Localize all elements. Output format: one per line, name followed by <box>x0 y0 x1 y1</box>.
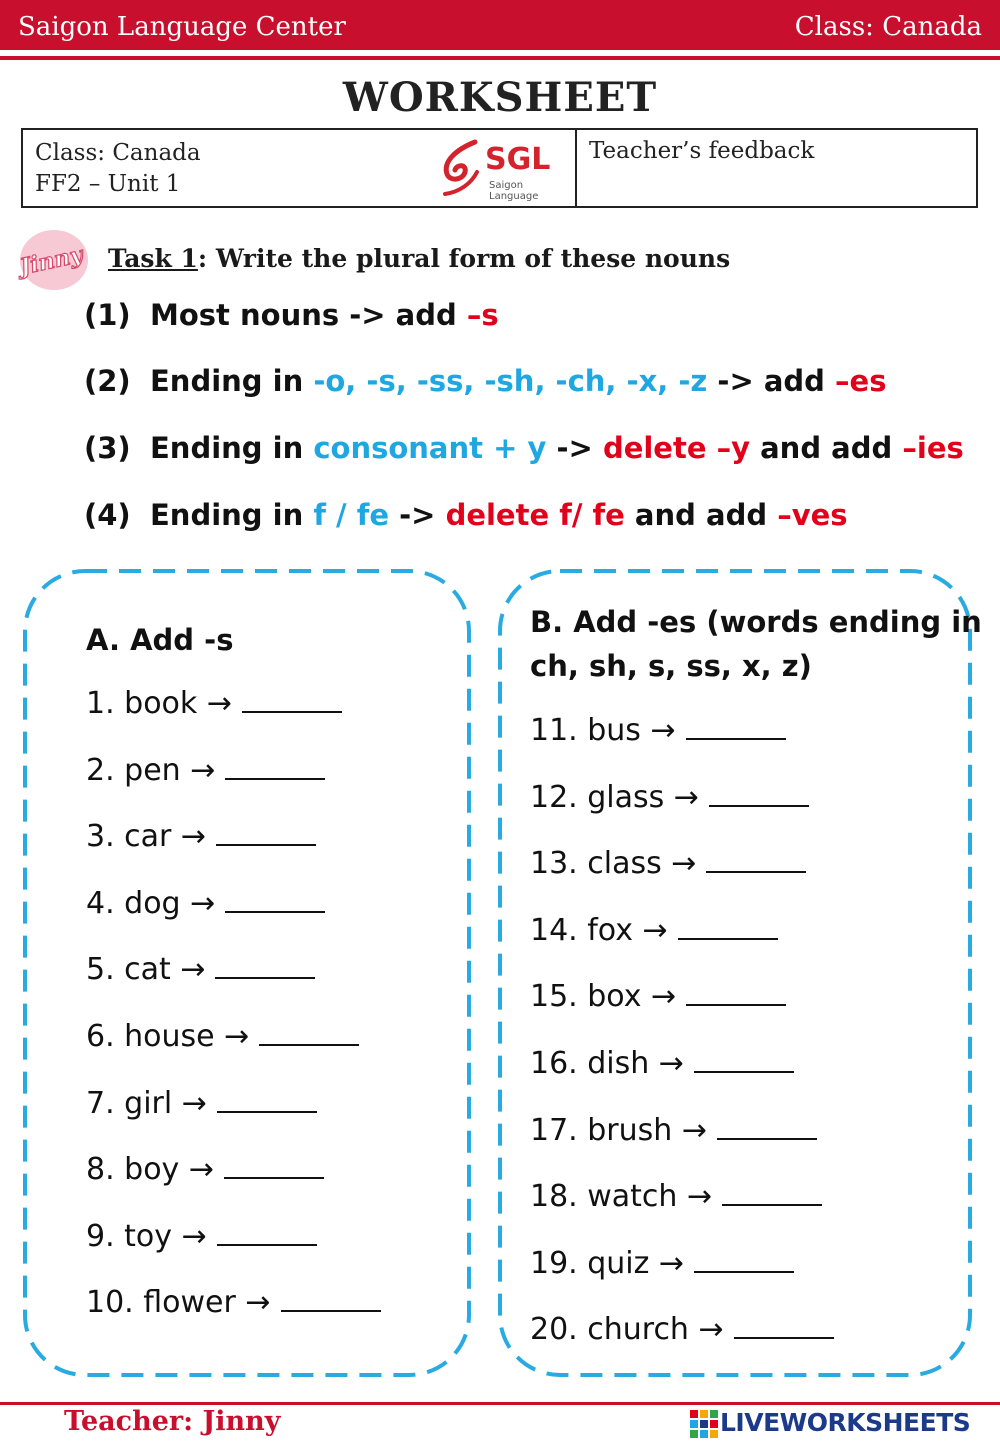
word-prompt: 19. quiz → <box>530 1245 685 1281</box>
logo-text: SGL <box>485 142 551 177</box>
word-prompt: 13. class → <box>530 846 697 882</box>
rule-number: (4) <box>84 498 131 532</box>
unit-line: FF2 – Unit 1 <box>35 171 181 197</box>
answer-blank[interactable] <box>242 687 342 713</box>
header-divider <box>0 56 1000 60</box>
rule-2: (2) Ending in -o, -s, -ss, -sh, -ch, -x, -z -> add –es <box>84 364 887 398</box>
header-class: Class: Canada <box>794 12 982 42</box>
info-table <box>21 128 978 208</box>
answer-blank[interactable] <box>734 1313 834 1339</box>
word-prompt: 10. flower → <box>86 1285 271 1321</box>
header-bar <box>0 0 1000 50</box>
answer-blank[interactable] <box>281 1286 381 1312</box>
footer-divider <box>0 1402 1000 1405</box>
table-divider <box>575 130 577 206</box>
teacher-name: Teacher: Jinny <box>64 1406 281 1437</box>
rule-number: (3) <box>84 431 131 465</box>
sgl-swoosh-icon <box>435 136 485 200</box>
word-prompt: 9. toy → <box>86 1218 207 1254</box>
answer-blank[interactable] <box>686 980 786 1006</box>
feedback-label: Teacher’s feedback <box>589 138 815 164</box>
page-title: WORKSHEET <box>342 74 658 121</box>
answer-blank[interactable] <box>217 1220 317 1246</box>
answer-blank[interactable] <box>686 714 786 740</box>
answer-blank[interactable] <box>217 1087 317 1113</box>
answer-blank[interactable] <box>259 1020 359 1046</box>
class-info <box>35 138 201 200</box>
answer-blank[interactable] <box>216 820 316 846</box>
word-prompt: 6. house → <box>86 1019 250 1054</box>
liveworksheets-logo[interactable] <box>690 1406 990 1440</box>
exercise-item <box>530 1113 817 1148</box>
sgl-logo <box>435 136 569 200</box>
word-prompt: 7. girl → <box>86 1085 207 1121</box>
exercise-item <box>86 1285 381 1320</box>
section-b-heading: B. Add -es (words ending in ch, sh, s, ss, x, z) <box>530 605 982 683</box>
word-prompt: 17. brush → <box>530 1112 707 1148</box>
brand-text: LIVEWORKSHEETS <box>720 1408 971 1437</box>
exercise-item <box>530 1179 822 1214</box>
answer-blank[interactable] <box>225 887 325 913</box>
word-prompt: 16. dish → <box>530 1046 684 1081</box>
word-prompt: 5. cat → <box>86 952 206 988</box>
word-prompt: 11. bus → <box>530 713 676 748</box>
answer-blank[interactable] <box>709 781 809 807</box>
exercise-item <box>86 819 316 854</box>
word-prompt: 20. church → <box>530 1312 724 1348</box>
exercise-item <box>86 1152 324 1187</box>
liveworksheets-icon <box>690 1410 718 1440</box>
exercise-item <box>86 1219 317 1254</box>
jinny-badge <box>14 224 90 294</box>
answer-blank[interactable] <box>706 847 806 873</box>
exercise-item <box>530 846 806 881</box>
answer-blank[interactable] <box>722 1180 822 1206</box>
badge-text: Jinny <box>17 241 86 281</box>
word-prompt: 1. book → <box>86 686 232 721</box>
word-prompt: 8. boy → <box>86 1152 214 1188</box>
exercise-item <box>86 886 325 921</box>
word-prompt: 2. pen → <box>86 752 216 788</box>
rule-3: (3) Ending in consonant + y -> delete –y and add –ies <box>84 431 964 465</box>
exercise-item <box>86 1019 359 1054</box>
answer-blank[interactable] <box>694 1247 794 1273</box>
rule-4: (4) Ending in f / fe -> delete f/ fe and add –ves <box>84 498 848 532</box>
word-prompt: 15. box → <box>530 979 677 1015</box>
answer-blank[interactable] <box>717 1114 817 1140</box>
exercise-item <box>530 913 778 948</box>
task-title <box>108 244 730 273</box>
exercise-item <box>530 1246 794 1281</box>
exercise-item <box>86 952 315 987</box>
task-label: Task 1 <box>108 244 198 273</box>
section-a-heading: A. Add -s <box>86 623 234 657</box>
center-name: Saigon Language Center <box>18 12 346 42</box>
rule-1: (1) Most nouns -> add –s <box>84 298 499 332</box>
exercise-item <box>530 1312 834 1347</box>
exercise-item <box>86 753 325 788</box>
exercise-item <box>86 686 342 721</box>
word-prompt: 18. watch → <box>530 1179 713 1215</box>
word-prompt: 14. fox → <box>530 912 668 948</box>
answer-blank[interactable] <box>225 754 325 780</box>
word-prompt: 4. dog → <box>86 885 216 921</box>
task-text: : Write the plural form of these nouns <box>197 244 731 273</box>
answer-blank[interactable] <box>224 1153 324 1179</box>
word-prompt: 3. car → <box>86 819 207 855</box>
logo-subtext: Saigon Language <box>489 180 539 202</box>
rule-number: (2) <box>84 364 131 398</box>
answer-blank[interactable] <box>215 953 315 979</box>
exercise-item <box>530 979 786 1014</box>
exercise-item <box>530 713 786 748</box>
exercise-item <box>530 1046 794 1081</box>
word-prompt: 12. glass → <box>530 779 699 815</box>
answer-blank[interactable] <box>678 914 778 940</box>
exercise-item <box>86 1086 317 1121</box>
answer-blank[interactable] <box>694 1047 794 1073</box>
rule-number: (1) <box>84 298 131 332</box>
class-line: Class: Canada <box>35 140 201 166</box>
exercise-item <box>530 780 809 815</box>
